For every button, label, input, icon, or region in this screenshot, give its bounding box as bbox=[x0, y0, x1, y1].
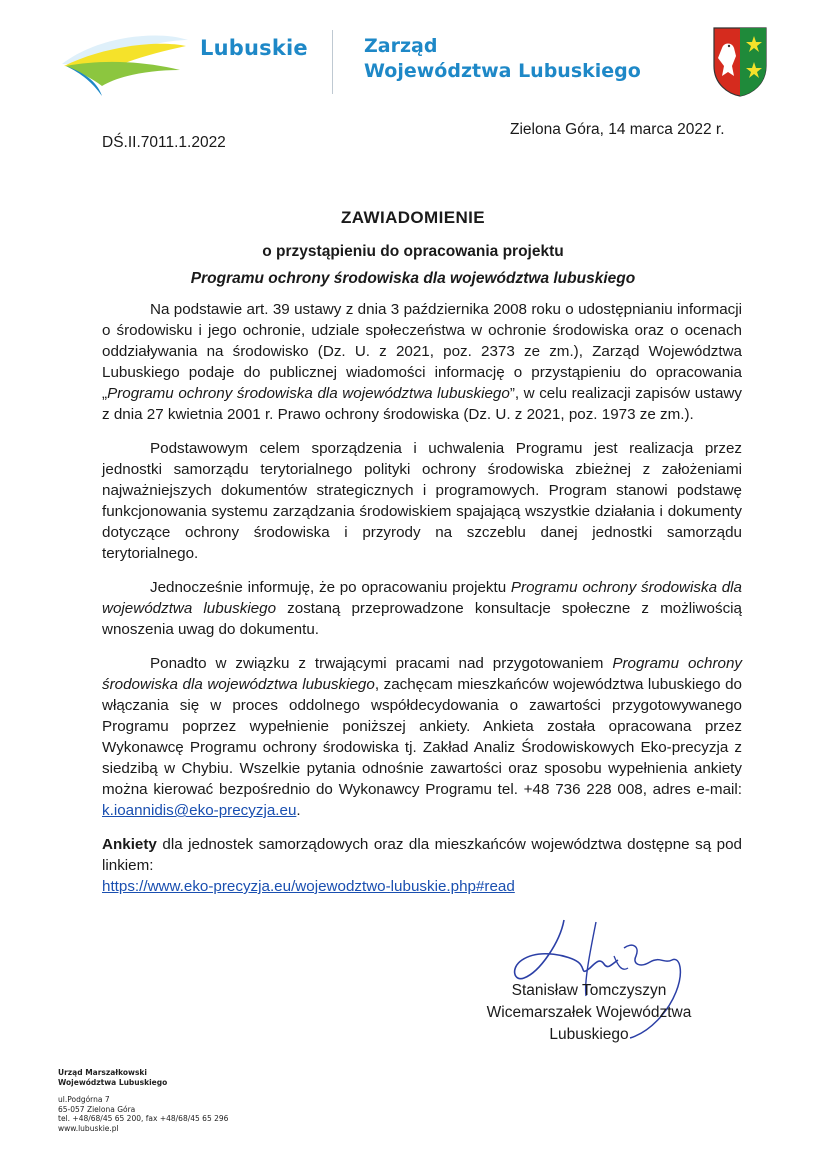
paragraph-4-end: . bbox=[296, 802, 301, 819]
signatory-name: Stanisław Tomczyszyn bbox=[511, 982, 667, 999]
org-name-line1: Zarząd bbox=[364, 35, 438, 57]
contact-email-link[interactable]: k.ioannidis@eko-precyzja.eu bbox=[102, 802, 297, 819]
org-name-line2: Województwa Lubuskiego bbox=[364, 60, 641, 82]
reference-number: DŚ.II.7011.1.2022 bbox=[102, 134, 226, 151]
paragraph-1-program-name: Programu ochrony środowiska dla województwa lubuskiego bbox=[107, 385, 510, 402]
surveys-label: Ankiety bbox=[102, 836, 157, 853]
paragraph-3-program-name: Programu ochrony środowiska dla województwa lubuskiego bbox=[102, 579, 743, 617]
paragraph-4-program-name: Programu ochrony środowiska dla województwa lubuskiego bbox=[102, 655, 742, 693]
paragraph-4-text-a: Ponadto w związku z trwającymi pracami nad przygotowaniem bbox=[150, 655, 613, 672]
paragraph-4 bbox=[102, 653, 742, 821]
paragraph-2: Podstawowym celem sporządzenia i uchwalenia Programu jest realizacja przez jednostki samorządu terytorialnego polityki ochrony środowiska zbieżnej z założeniami najważniejszych dokumentów strategicznych i programowych. Program stanowi podstawę funkcjonowania systemu zarządzania środowiskiem spajającą wszystkie działania i dokumenty dotyczące ochrony środowiska i przyrody na szczeblu danej jednostki samorządu terytorialnego. bbox=[102, 440, 742, 562]
document-title: ZAWIADOMIENIE bbox=[340, 208, 486, 227]
coat-of-arms-icon bbox=[712, 26, 768, 98]
paragraph-1 bbox=[102, 299, 742, 425]
footer-org-line1: Urząd Marszałkowski bbox=[58, 1068, 147, 1077]
footer-website: www.lubuskie.pl bbox=[58, 1123, 119, 1133]
header-divider bbox=[332, 30, 333, 94]
footer-address-street: ul.Podgórna 7 bbox=[58, 1095, 110, 1105]
program-title: Programu ochrony środowiska dla województwa lubuskiego bbox=[190, 270, 636, 287]
letter-body bbox=[102, 299, 742, 910]
org-name bbox=[364, 34, 641, 84]
brand-name: Lubuskie bbox=[200, 36, 308, 60]
footer-org bbox=[58, 1068, 228, 1087]
paragraph-5 bbox=[102, 834, 742, 897]
paragraph-5-text: dla jednostek samorządowych oraz dla mieszkańców województwa dostępne są pod linkiem: bbox=[102, 836, 742, 874]
survey-url-link[interactable]: https://www.eko-precyzja.eu/wojewodztwo-lubuskie.php#read bbox=[102, 878, 515, 895]
signature-block bbox=[478, 980, 700, 1046]
signatory-role-line1: Wicemarszałek Województwa bbox=[486, 1004, 692, 1021]
paragraph-1-text-a: Na podstawie art. 39 ustawy z dnia 3 października 2008 roku o udostępnianiu informacji o środowisku i jego ochronie, udziale społeczeństwa w ochronie środowiska oraz o ocenach oddziaływania na środowisko (Dz. U. z 2021, poz. 2373 ze zm.), Zarząd Województwa Lubuskiego podaje do publicznej wiadomości informację o przystąpieniu do opracowania „ bbox=[102, 301, 742, 402]
paragraph-3-text-a: Jednocześnie informuję, że po opracowaniu projektu bbox=[150, 579, 511, 596]
document-subtitle: o przystąpieniu do opracowania projektu bbox=[262, 243, 564, 260]
footer-org-line2: Województwa Lubuskiego bbox=[58, 1077, 168, 1087]
paragraph-3 bbox=[102, 577, 742, 640]
paragraph-4-text-b: , zachęcam mieszkańców województwa lubuskiego do włączania się w proces oddolnego współdecydowania o zawartości przygotowywanego Programu poprzez wypełnienie poniższej ankiety. Ankieta została opracowana przez Wykonawcę Programu ochrony środowiska tj. Zakład Analiz Środowiskowych Eko-precyzja z siedzibą w Chybiu. Wszelkie pytania odnośnie zawartości oraz sposobu wypełnienia ankiety można kierować bezpośrednio do Wykonawcy Programu tel. +48 736 228 008, adres e-mail: bbox=[102, 676, 742, 798]
footer-address-city: 65-057 Zielona Góra bbox=[58, 1104, 136, 1114]
signatory-role-line2: Lubuskiego bbox=[549, 1026, 629, 1043]
paragraph-1-text-b: ”, w celu realizacji zapisów ustawy z dnia 27 kwietnia 2001 r. Prawo ochrony środowiska (Dz. U. z 2021, poz. 1973 ze zm.). bbox=[102, 385, 742, 423]
footer bbox=[58, 1068, 228, 1134]
footer-phone: tel. +48/68/45 65 200, fax +48/68/45 65 296 bbox=[58, 1114, 229, 1124]
lubuskie-logo-swoosh bbox=[58, 26, 190, 98]
paragraph-3-text-b: zostaną przeprowadzone konsultacje społeczne z możliwością wnoszenia uwag do dokumentu. bbox=[102, 600, 742, 638]
place-and-date: Zielona Góra, 14 marca 2022 r. bbox=[510, 121, 725, 138]
